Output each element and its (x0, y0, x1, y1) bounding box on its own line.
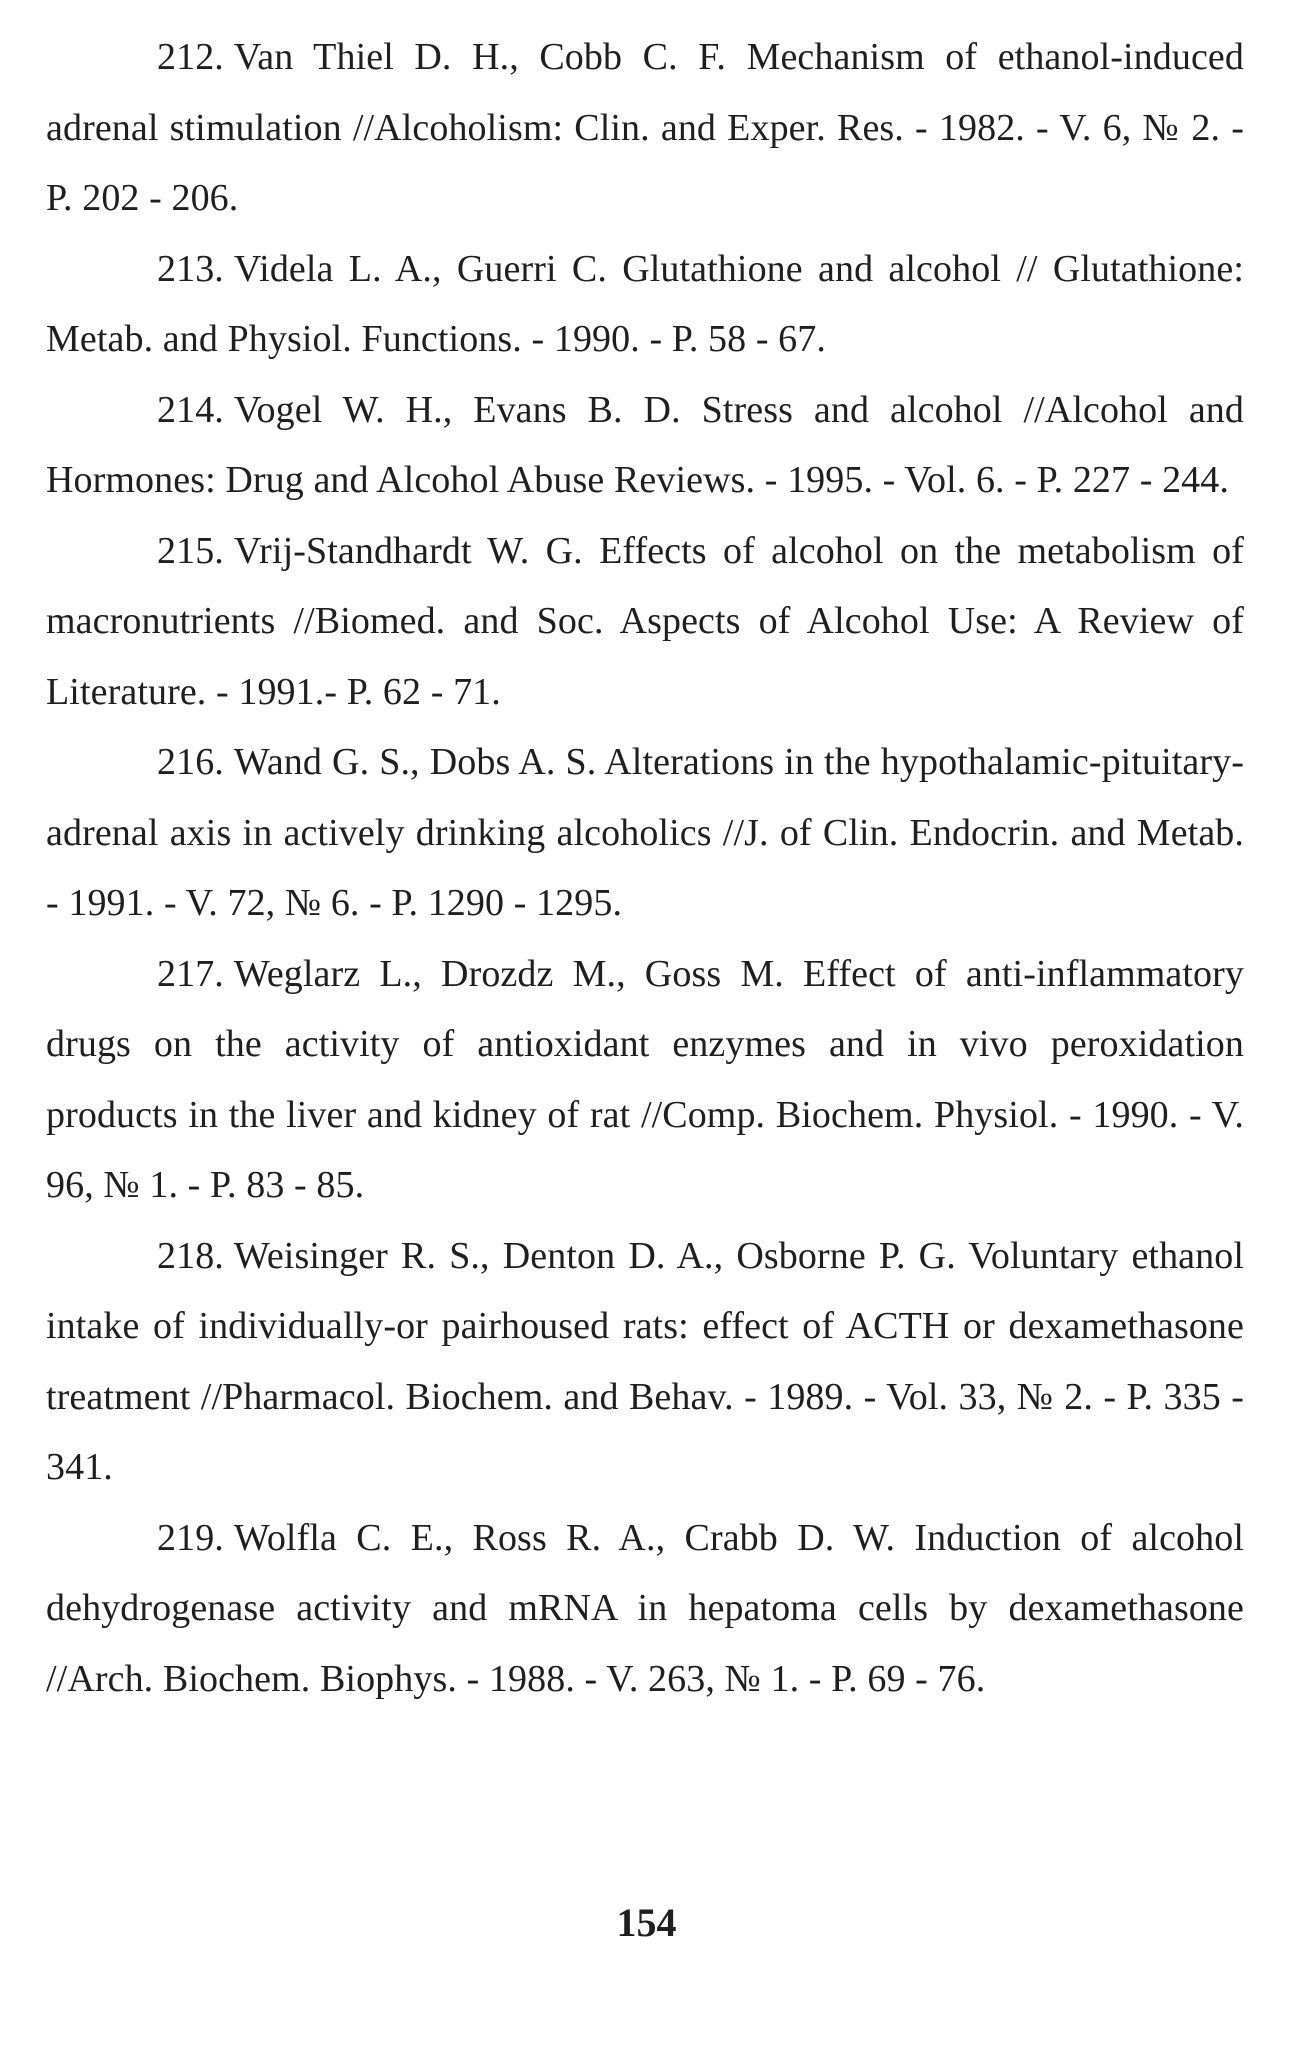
reference-number: 215. (157, 529, 224, 572)
reference-text: Vogel W. H., Evans B. D. Stress and alcohol //Alcohol and Hormones: Drug and Alcohol Abuse Reviews. - 1995. - Vol. 6. - P. 227 - 244. (46, 388, 1244, 501)
page-number: 154 (616, 1900, 677, 1945)
reference-item-215 (46, 516, 1244, 728)
reference-item-216 (46, 727, 1244, 939)
reference-number: 216. (157, 741, 224, 783)
reference-number: 218. (157, 1234, 224, 1277)
reference-text: Vrij-Standhardt W. G. Effects of alcohol on the metabolism of macronutrients //Biomed. and Soc. Aspects of Alcohol Use: A Review of Literature. - 1991.- P. 62 - 71. (46, 529, 1244, 713)
reference-item-218 (46, 1221, 1244, 1503)
reference-item-219 (46, 1503, 1244, 1715)
reference-list (46, 22, 1244, 1714)
reference-item-217 (46, 939, 1244, 1221)
reference-text: Wand G. S., Dobs A. S. Alterations in the hypothalamic-pituitary-adrenal axis in actively drinking alcoholics //J. of Clin. Endocrin. and Metab. - 1991. - V. 72, № 6. - P. 1290 - 1295. (46, 741, 1244, 924)
reference-number: 219. (157, 1516, 224, 1559)
reference-item-213 (46, 234, 1244, 375)
reference-text: Weisinger R. S., Denton D. A., Osborne P. G. Voluntary ethanol intake of individually-or pairhoused rats: effect of ACTH or dexamethasone treatment //Pharmacol. Biochem. and Behav. - 1989. - Vol. 33, № 2. - P. 335 - 341. (46, 1234, 1244, 1488)
reference-text: Wolfla C. E., Ross R. A., Crabb D. W. Induction of alcohol dehydrogenase activity and mRNA in hepatoma cells by dexamethasone //Arch. Biochem. Biophys. - 1988. - V. 263, № 1. - P. 69 - 76. (46, 1516, 1244, 1700)
reference-number: 214. (157, 388, 224, 431)
reference-text: Videla L. A., Guerri C. Glutathione and alcohol // Glutathione: Metab. and Physiol. Functions. - 1990. - P. 58 - 67. (46, 247, 1244, 360)
reference-item-214 (46, 375, 1244, 516)
reference-text: Weglarz L., Drozdz M., Goss M. Effect of anti-inflammatory drugs on the activity of antioxidant enzymes and in vivo peroxidation products in the liver and kidney of rat //Comp. Biochem. Physiol. - 1990. - V. 96, № 1. - P. 83 - 85. (46, 952, 1244, 1206)
reference-number: 217. (157, 952, 224, 995)
reference-text: Van Thiel D. H., Cobb C. F. Mechanism of ethanol-induced adrenal stimulation //Alcoholism: Clin. and Exper. Res. - 1982. - V. 6, № 2. - P. 202 - 206. (46, 36, 1244, 219)
reference-item-212 (46, 22, 1244, 234)
reference-number: 212. (157, 36, 224, 78)
reference-number: 213. (157, 247, 224, 290)
